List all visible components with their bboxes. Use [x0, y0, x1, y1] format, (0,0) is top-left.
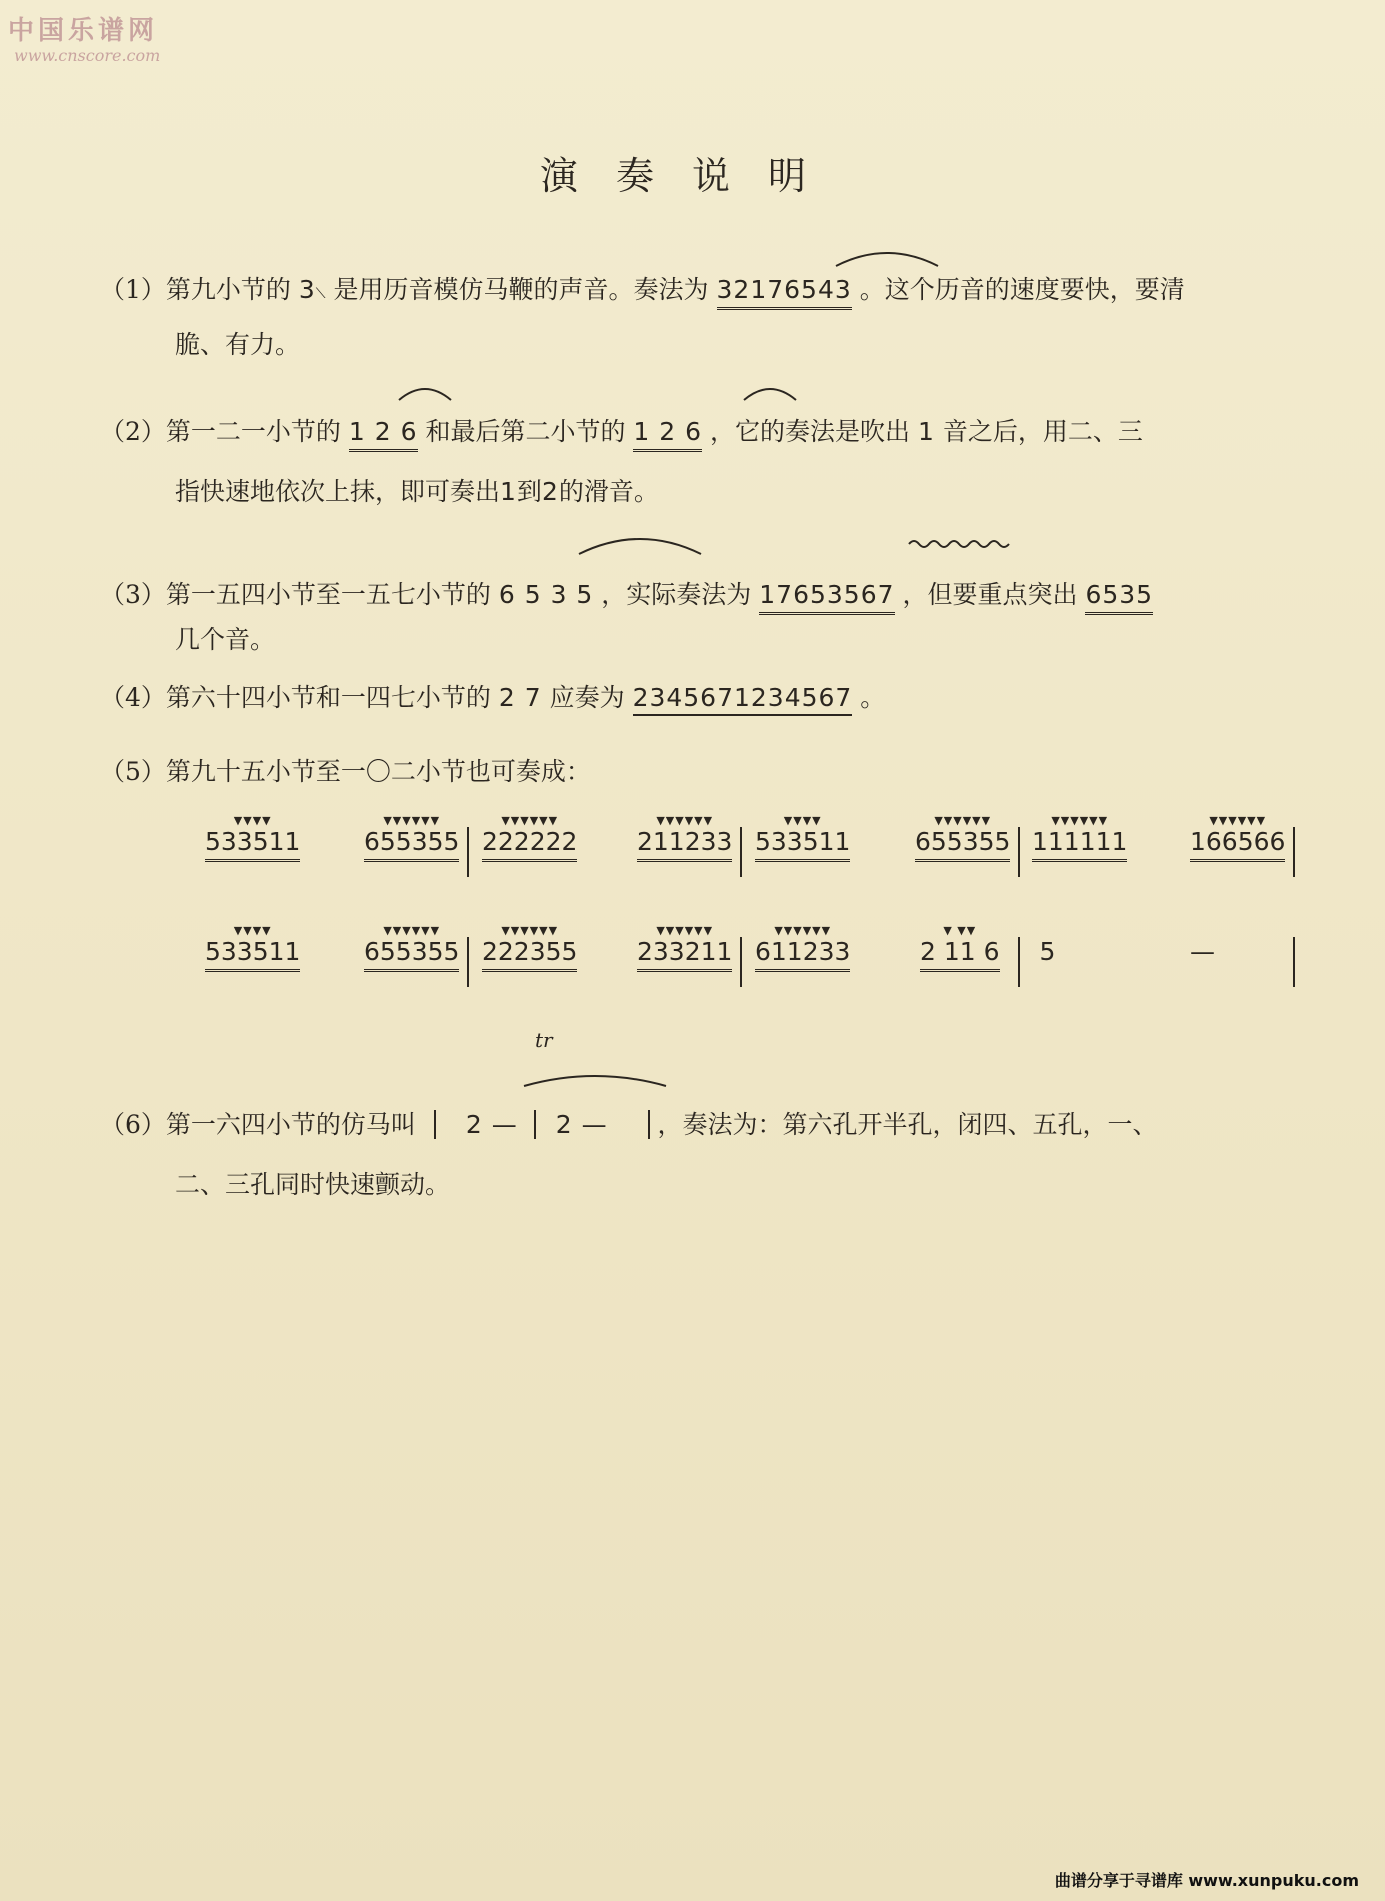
notation: 6 5 3 5 [498, 580, 594, 609]
score-cell [1190, 815, 1285, 856]
score-note: 5 [1039, 937, 1056, 966]
score-cell [755, 925, 850, 966]
trill-mark: tr [535, 1028, 553, 1052]
notation: 17653567 [759, 580, 894, 615]
notation: 1 2 6 [349, 417, 418, 452]
item-text: 的滑音。 [558, 477, 659, 506]
item-text: ，但要重点突出 [902, 580, 1078, 609]
item-text: 第九十五小节至一〇二小节也可奏成： [165, 757, 591, 786]
score-cell [755, 815, 850, 856]
score-cell [205, 925, 300, 966]
notation: 32176543 [717, 275, 852, 310]
item-number: （4） [100, 683, 166, 712]
score-cell [482, 815, 577, 856]
item-text: 和最后第二小节的 [425, 417, 626, 446]
score-block [0, 815, 1385, 1035]
triangle-marks: ▼▼▼▼▼▼ [501, 814, 559, 827]
item-text: ，奏法为：第六孔开半孔，闭四、五孔，一、 [657, 1110, 1158, 1139]
score-note: 655355 [364, 937, 459, 972]
item-3-line2: 几个音。 [175, 625, 276, 654]
notation: 1 [917, 417, 935, 446]
item-number: （3） [100, 580, 166, 609]
item-text: 第九小节的 [165, 275, 291, 304]
triangle-marks: ▼▼▼▼▼▼ [1051, 814, 1109, 827]
item-4 [100, 678, 885, 714]
slur-arc [832, 246, 942, 268]
notation: 2 7 [498, 683, 542, 712]
score-note: 111111 [1032, 827, 1127, 862]
score-cell [482, 925, 577, 966]
item-1 [100, 270, 1185, 306]
item-number: （5） [100, 757, 166, 786]
score-cell [637, 815, 732, 856]
item-text: 第一六四小节的仿马叫 [165, 1110, 416, 1139]
footer-credit: 曲谱分享于寻谱库 www.xunpuku.com [1054, 1871, 1359, 1890]
trill-wave [905, 530, 1015, 554]
item-number: （1） [100, 275, 166, 304]
triangle-marks: ▼ ▼▼ [943, 924, 977, 937]
score-note: 166566 [1190, 827, 1285, 862]
triangle-marks: ▼▼▼▼ [783, 814, 822, 827]
score-cell [205, 815, 300, 856]
score-note: 233211 [637, 937, 732, 972]
notation: 2 [541, 477, 559, 506]
item-6 [100, 1105, 1158, 1141]
bar-line [740, 937, 742, 987]
item-2 [100, 412, 1143, 448]
slur-arc [740, 382, 800, 402]
score-note: — [1190, 937, 1215, 966]
triangle-marks: ▼▼▼▼▼▼ [656, 924, 714, 937]
grace-note: 3 [298, 275, 316, 304]
score-note: 533511 [205, 827, 300, 862]
item-number: （6） [100, 1110, 166, 1139]
item-text: 是用历音模仿马鞭的声音。奏法为 [333, 275, 709, 304]
bar-line [1293, 937, 1295, 987]
triangle-marks: ▼▼▼▼▼▼ [656, 814, 714, 827]
score-cell [920, 925, 1000, 966]
bar-line [740, 827, 742, 877]
score-cell [1190, 925, 1215, 966]
item-5 [100, 752, 591, 788]
bar-line [467, 827, 469, 877]
triangle-marks: ▼▼▼▼▼▼ [383, 814, 441, 827]
triangle-marks: ▼▼▼▼ [233, 924, 272, 937]
score-note: 655355 [364, 827, 459, 862]
notation: 2345671234567 [633, 683, 853, 716]
score-note: 222222 [482, 827, 577, 862]
tie-arc [520, 1068, 670, 1088]
item-text: 。这个历音的速度要快，要清 [859, 275, 1185, 304]
triangle-marks: ▼▼▼▼▼▼ [501, 924, 559, 937]
item-text: 到 [516, 477, 542, 506]
item-2-line2 [175, 472, 659, 508]
item-1-line2: 脆、有力。 [175, 330, 301, 359]
score-cell [1038, 925, 1057, 966]
score-note: 222355 [482, 937, 577, 972]
notation: 6535 [1085, 580, 1153, 615]
item-text: 音之后，用二、三 [942, 417, 1143, 446]
item-text: 指快速地依次上抹，即可奏出 [175, 477, 501, 506]
triangle-marks: ▼▼▼▼ [233, 814, 272, 827]
score-cell [364, 925, 459, 966]
item-text: 第六十四小节和一四七小节的 [165, 683, 491, 712]
score-note: 211233 [637, 827, 732, 862]
glissando-mark: ⟍ [315, 286, 326, 302]
triangle-marks: ▼▼▼▼▼▼ [934, 814, 992, 827]
triangle-marks: ▼▼▼▼▼▼ [383, 924, 441, 937]
item-text: ，它的奏法是吹出 [710, 417, 911, 446]
item-3 [100, 575, 1153, 611]
item-text: 。 [860, 683, 886, 712]
notation: 2 — [534, 1110, 650, 1139]
item-text: ，实际奏法为 [601, 580, 752, 609]
watermark-logo: 中国乐谱网 [8, 16, 159, 46]
item-6-line2: 二、三孔同时快速颤动。 [175, 1170, 451, 1199]
item-text: 第一二一小节的 [165, 417, 341, 446]
score-note: 655355 [915, 827, 1010, 862]
triangle-marks: ▼▼▼▼▼▼ [1209, 814, 1267, 827]
score-note: 2 11 6 [920, 937, 1000, 972]
item-number: （2） [100, 417, 166, 446]
item-text: 应奏为 [549, 683, 625, 712]
notation: 1 2 6 [633, 417, 702, 452]
score-cell [364, 815, 459, 856]
notation: 1 [500, 477, 517, 506]
bar-line [467, 937, 469, 987]
score-note: 533511 [205, 937, 300, 972]
score-note: 533511 [755, 827, 850, 862]
bar-line [1018, 827, 1020, 877]
score-cell [915, 815, 1010, 856]
score-cell [1032, 815, 1127, 856]
slur-arc [395, 382, 455, 402]
item-text: 第一五四小节至一五七小节的 [165, 580, 491, 609]
watermark-url: www.cnscore.com [14, 46, 161, 65]
score-note: 611233 [755, 937, 850, 972]
bar-line [1293, 827, 1295, 877]
slur-arc [575, 530, 705, 556]
bar-line [1018, 937, 1020, 987]
score-cell [637, 925, 732, 966]
notation: 2 — [434, 1110, 534, 1139]
page-title: 演奏说明 [540, 154, 845, 198]
triangle-marks: ▼▼▼▼▼▼ [774, 924, 832, 937]
